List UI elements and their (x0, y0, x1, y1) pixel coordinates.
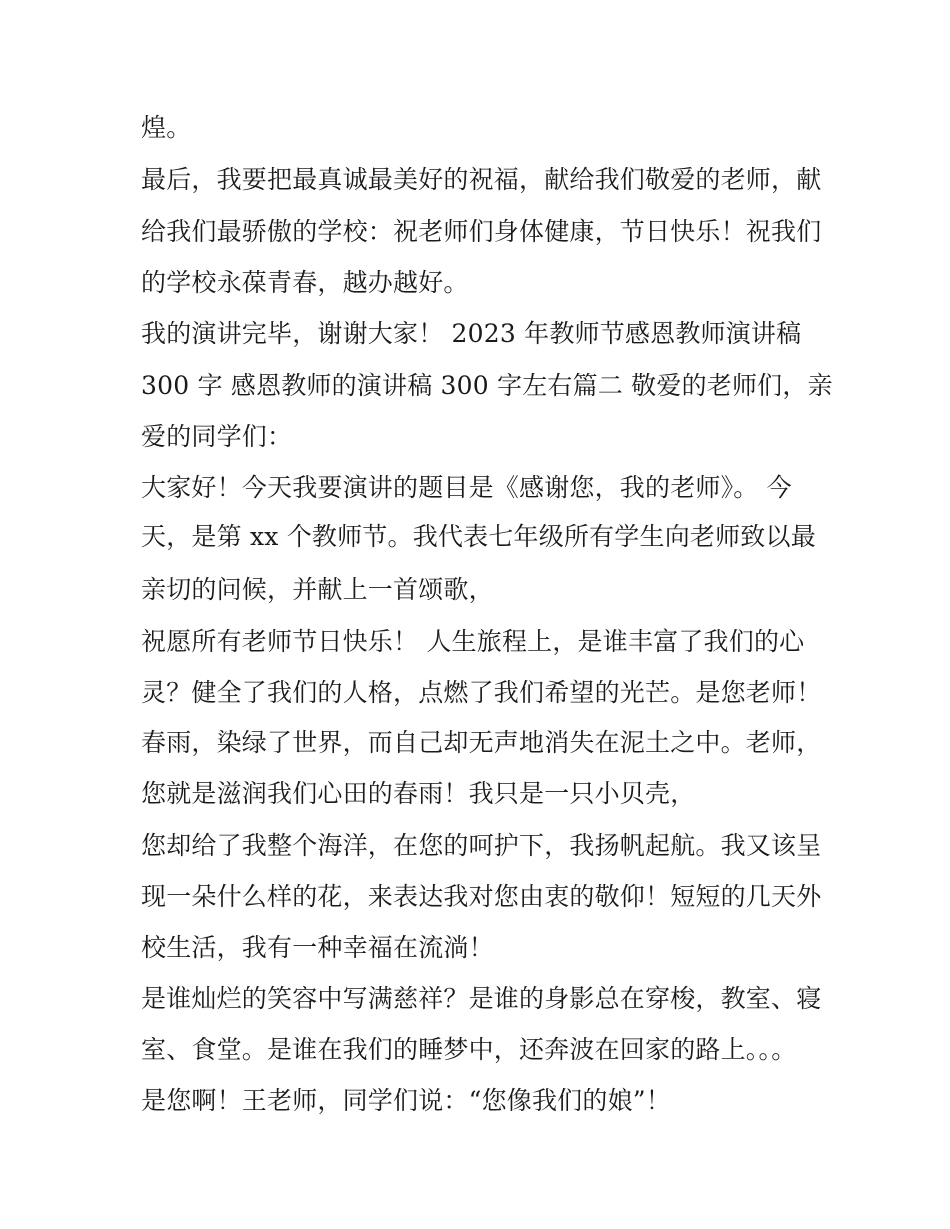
text-line: 祝愿所有老师节日快乐！ 人生旅程上，是谁丰富了我们的心 (141, 627, 805, 656)
text-line: 给我们最骄傲的学校：祝老师们身体健康，节日快乐！祝我们 (141, 217, 822, 246)
text-line: 煌。 (141, 113, 192, 142)
text-line: 是谁灿烂的笑容中写满慈祥？是谁的身影总在穿梭，教室、寝 (141, 984, 822, 1013)
text-line: 大家好！今天我要演讲的题目是《感谢您，我的老师》。 今 (141, 473, 792, 502)
text-line: 我的演讲完毕，谢谢大家！ 2023 年教师节感恩教师演讲稿 (141, 319, 802, 348)
text-line: 的学校永葆青春，越办越好。 (141, 268, 469, 297)
text-line: 天，是第 xx 个教师节。我代表七年级所有学生向老师致以最 (141, 522, 816, 551)
text-line: 亲切的问候，并献上一首颂歌， (141, 575, 494, 604)
text-line: 室、食堂。是谁在我们的睡梦中，还奔波在回家的路上。。。 (141, 1035, 797, 1064)
text-line: 春雨，染绿了世界，而自己却无声地消失在泥土之中。老师， (141, 728, 822, 757)
text-line: 最后，我要把最真诚最美好的祝福，献给我们敬爱的老师，献 (141, 165, 822, 194)
text-line: 灵？健全了我们的人格，点燃了我们希望的光芒。是您老师！ (141, 678, 822, 707)
text-line: 您就是滋润我们心田的春雨！我只是一只小贝壳， (141, 779, 696, 808)
text-line: 您却给了我整个海洋，在您的呵护下，我扬帆起航。我又该呈 (141, 831, 822, 860)
text-line: 校生活，我有一种幸福在流淌！ (141, 933, 494, 962)
text-line: 现一朵什么样的花，来表达我对您由衷的敬仰！短短的几天外 (141, 882, 822, 911)
text-line: 是您啊！王老师，同学们说：“您像我们的娘”！ (141, 1086, 671, 1115)
text-line: 爱的同学们： (141, 422, 293, 451)
text-line: 300 字 感恩教师的演讲稿 300 字左右篇二 敬爱的老师们，亲 (141, 371, 833, 400)
